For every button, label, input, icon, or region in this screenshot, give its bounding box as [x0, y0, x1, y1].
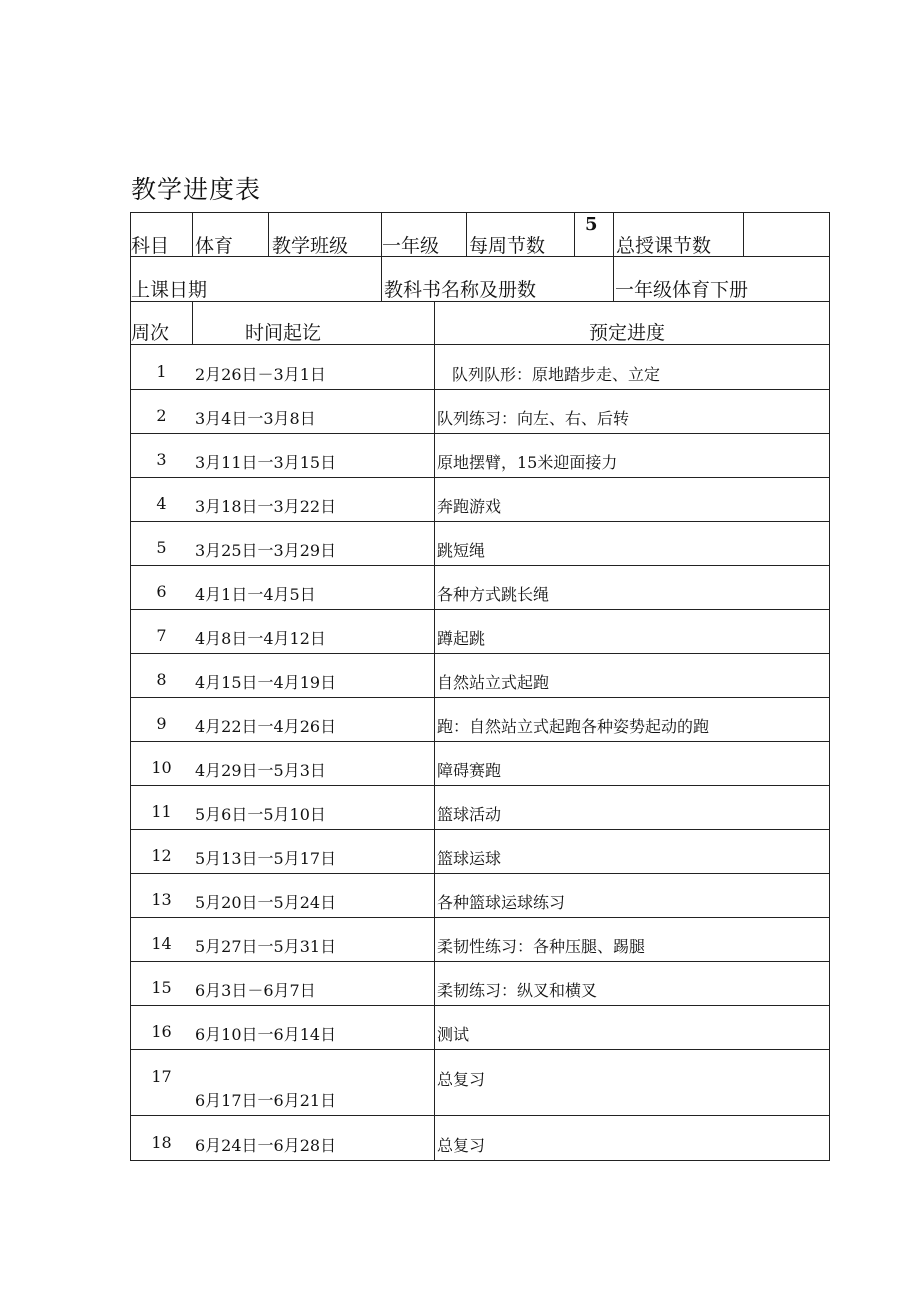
table-divider [130, 829, 830, 830]
week-number: 14 [151, 934, 172, 953]
planned-progress: 跑：自然站立式起跑各种姿势起动的跑 [437, 717, 710, 736]
table-divider [434, 301, 435, 1160]
planned-progress: 障碍赛跑 [437, 761, 502, 780]
textbook-label: 教科书名称及册数 [384, 279, 537, 301]
table-divider [130, 389, 830, 390]
table-divider [192, 212, 193, 256]
table-divider [613, 212, 614, 256]
planned-progress: 自然站立式起跑 [437, 673, 550, 692]
page-title: 教学进度表 [131, 175, 262, 204]
table-divider [130, 653, 830, 654]
table-divider [130, 961, 830, 962]
week-number: 18 [151, 1133, 172, 1152]
table-divider [613, 256, 614, 301]
table-divider [743, 212, 744, 256]
week-number: 13 [151, 890, 172, 909]
time-range: 5月6日一5月10日 [195, 805, 326, 824]
time-range: 6月3日－6月7日 [195, 981, 316, 1000]
week-number: 2 [156, 406, 167, 425]
time-range: 2月26日－3月1日 [195, 365, 326, 384]
table-divider [130, 1115, 830, 1116]
column-header-plan: 预定进度 [589, 322, 666, 344]
time-range: 3月11日一3月15日 [195, 453, 337, 472]
week-number: 4 [156, 494, 167, 513]
planned-progress: 柔韧性练习：各种压腿、踢腿 [437, 937, 646, 956]
time-range: 3月4日一3月8日 [195, 409, 316, 428]
table-divider [130, 433, 830, 434]
time-range: 4月1日一4月5日 [195, 585, 316, 604]
week-number: 10 [151, 758, 172, 777]
table-divider [466, 212, 467, 256]
week-number: 6 [156, 582, 167, 601]
planned-progress: 原地摆臂，15米迎面接力 [437, 453, 618, 472]
planned-progress: 队列练习：向左、右、后转 [437, 409, 630, 428]
class-value: 一年级 [382, 235, 440, 257]
planned-progress: 蹲起跳 [437, 629, 486, 648]
table-divider [192, 301, 193, 344]
time-range: 4月8日一4月12日 [195, 629, 326, 648]
planned-progress: 篮球活动 [437, 805, 502, 824]
table-divider [130, 741, 830, 742]
table-divider [268, 212, 269, 256]
planned-progress: 总复习 [437, 1070, 486, 1089]
week-number: 15 [151, 978, 172, 997]
planned-progress: 跳短绳 [437, 541, 486, 560]
table-divider [130, 344, 830, 345]
column-header-week: 周次 [131, 322, 170, 344]
textbook-value: 一年级体育下册 [615, 279, 749, 301]
table-border-right [829, 212, 830, 1160]
table-divider [130, 565, 830, 566]
planned-progress: 测试 [437, 1025, 470, 1044]
table-divider [130, 609, 830, 610]
time-range: 4月22日一4月26日 [195, 717, 337, 736]
week-number: 8 [156, 670, 167, 689]
planned-progress: 柔韧练习：纵叉和横叉 [437, 981, 598, 1000]
time-range: 6月24日一6月28日 [195, 1136, 337, 1155]
time-range: 4月29日一5月3日 [195, 761, 326, 780]
time-range: 4月15日一4月19日 [195, 673, 337, 692]
week-number: 16 [151, 1022, 172, 1041]
time-range: 6月17日一6月21日 [195, 1091, 337, 1110]
week-number: 3 [156, 450, 167, 469]
planned-progress: 队列队形：原地踏步走、立定 [452, 365, 661, 384]
planned-progress: 奔跑游戏 [437, 497, 502, 516]
weekly-lessons-label: 每周节数 [469, 235, 546, 257]
table-divider [130, 917, 830, 918]
time-range: 5月13日一5月17日 [195, 849, 337, 868]
table-border-top [130, 212, 830, 213]
column-header-time: 时间起讫 [245, 322, 322, 344]
week-number: 7 [156, 626, 167, 645]
subject-label: 科目 [131, 235, 170, 257]
week-number: 17 [151, 1067, 172, 1086]
weekly-lessons-value: 5 [585, 214, 598, 235]
table-divider [130, 785, 830, 786]
table-divider [130, 521, 830, 522]
class-label: 教学班级 [272, 235, 349, 257]
subject-value: 体育 [195, 235, 234, 257]
week-number: 9 [156, 714, 167, 733]
time-range: 3月25日一3月29日 [195, 541, 337, 560]
table-divider [130, 477, 830, 478]
class-date-label: 上课日期 [131, 279, 208, 301]
week-number: 12 [151, 846, 172, 865]
table-divider [130, 873, 830, 874]
table-divider [130, 1049, 830, 1050]
table-divider [574, 212, 575, 256]
table-divider [130, 1005, 830, 1006]
planned-progress: 各种方式跳长绳 [437, 585, 550, 604]
time-range: 6月10日一6月14日 [195, 1025, 337, 1044]
time-range: 5月20日一5月24日 [195, 893, 337, 912]
time-range: 3月18日一3月22日 [195, 497, 337, 516]
week-number: 1 [156, 362, 167, 381]
planned-progress: 总复习 [437, 1136, 486, 1155]
total-lessons-label: 总授课节数 [616, 235, 712, 257]
time-range: 5月27日一5月31日 [195, 937, 337, 956]
planned-progress: 各种篮球运球练习 [437, 893, 566, 912]
planned-progress: 篮球运球 [437, 849, 502, 868]
week-number: 11 [151, 802, 172, 821]
week-number: 5 [156, 538, 167, 557]
table-divider [130, 697, 830, 698]
table-divider [381, 256, 382, 301]
table-divider [130, 1160, 830, 1161]
